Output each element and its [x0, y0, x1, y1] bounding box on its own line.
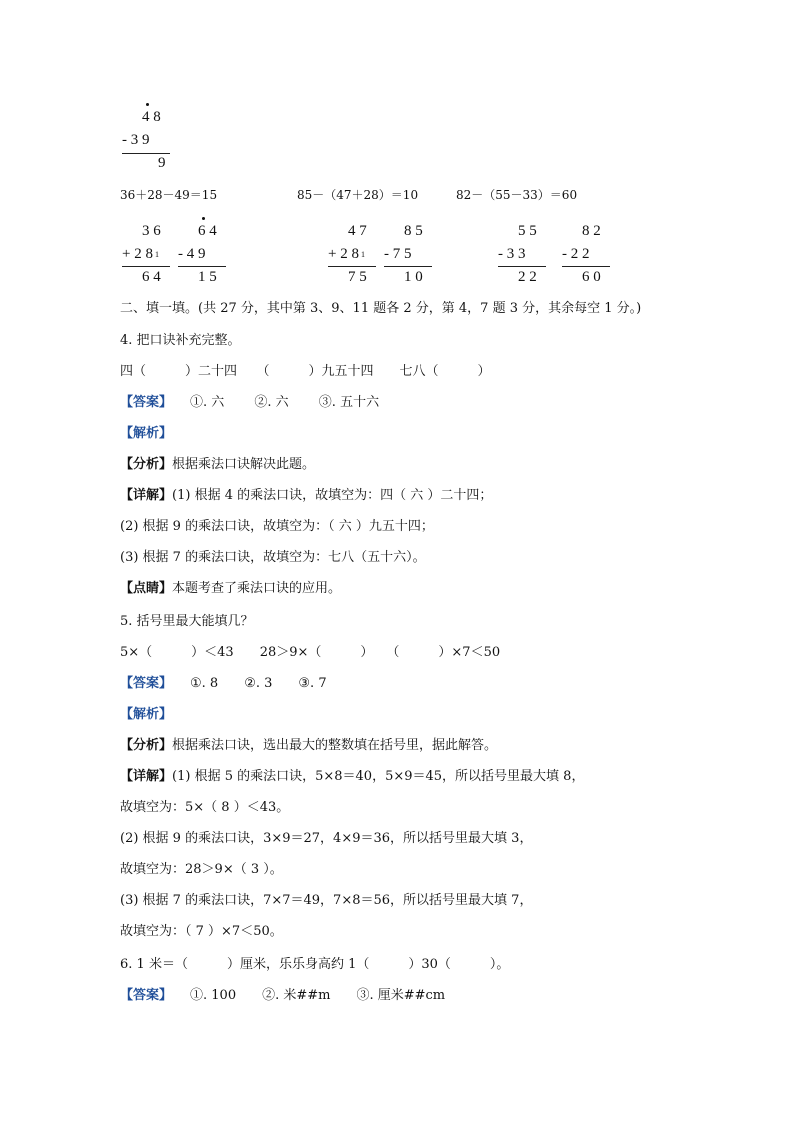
calc-row-1: 6 4: [198, 223, 217, 239]
calc-row-2: - 2 2: [562, 246, 590, 262]
q4-prompt: 四（ ）二十四 （ ）九五十四 七八（ ）: [120, 364, 491, 379]
q5-detail-3b: 故填空为：（ 7 ）×7＜50。: [120, 924, 283, 939]
calc-row-1: 4 8: [142, 109, 161, 125]
calc-row-1: 8 2: [582, 223, 601, 239]
vertical-calc-3: [328, 220, 367, 289]
calc-row-2: + 2 8: [328, 246, 359, 262]
calc-row-3: 6 0: [582, 269, 601, 285]
calc-row-3: 7 5: [348, 269, 367, 285]
calc-row-2: - 4 9: [178, 246, 206, 262]
q5-fenxi: [120, 736, 497, 756]
calc-row-1: 8 5: [404, 223, 423, 239]
q5-answer: [120, 674, 327, 694]
section-heading: 二、填一填。(共 27 分，其中第 3、9、11 题各 2 分，第 4，7 题 3 分，其余每空 1 分。): [120, 301, 642, 316]
q4-detail-3: (3) 根据 7 的乘法口诀，故填空为：七八（五十六）。: [120, 550, 426, 565]
calc-row-2: - 3 9: [122, 132, 150, 148]
detail-text: (1) 根据 4 的乘法口诀，故填空为：四（ 六 ）二十四；: [172, 488, 493, 503]
q4-dianjing: [120, 579, 341, 599]
answer-text: ①. 8 ②. 3 ③. 7: [190, 676, 327, 691]
vertical-calc-2: [178, 220, 217, 289]
calc-row-1: 4 7: [348, 223, 367, 239]
q5-detail-1b: 故填空为：5×（ 8 ）＜43。: [120, 800, 290, 815]
vertical-calc-1: [122, 220, 161, 289]
q5-detail-3: (3) 根据 7 的乘法口诀，7×7＝49，7×8＝56，所以括号里最大填 7，: [120, 893, 533, 908]
detail-text: (1) 根据 5 的乘法口诀，5×8＝40，5×9＝45，所以括号里最大填 8，: [172, 769, 585, 784]
q5-prompt: 5×（ ）＜43 28＞9×（ ） （ ）×7＜50: [120, 645, 501, 660]
q5-detail-2b: 故填空为：28＞9×（ 3 ）。: [120, 862, 283, 877]
q5-detail-1: [120, 767, 584, 787]
vertical-calc-4: [384, 220, 423, 289]
calc-row-3: 1 0: [404, 269, 423, 285]
q4-title: 4. 把口诀补充完整。: [120, 333, 241, 348]
calc-op: + 2 8: [122, 246, 153, 262]
dianjing-tag: 【点睛】: [120, 581, 173, 596]
calc-row-1: 5 5: [518, 223, 537, 239]
q6-answer: [120, 986, 445, 1006]
q5-title: 5. 括号里最大能填几？: [120, 614, 254, 629]
calc-row-3: 9: [158, 155, 166, 171]
dianjing-text: 本题考查了乘法口诀的应用。: [172, 581, 342, 596]
equation-2: 85－（47＋28）＝10: [297, 188, 419, 202]
equation-3: 82－（55－33）＝60: [456, 188, 578, 202]
fenxi-tag: 【分析】: [120, 457, 173, 472]
q4-answer: [120, 393, 379, 413]
vertical-calc-6: [562, 220, 601, 289]
calc-row-2: - 7 5: [384, 246, 412, 262]
calc-row-3: 6 4: [142, 269, 161, 285]
answer-tag: 【答案】: [120, 395, 173, 410]
fenxi-text: 根据乘法口诀，选出最大的整数填在括号里，据此解答。: [172, 738, 498, 753]
calc-row-3: 1 5: [198, 269, 217, 285]
fenxi-text: 根据乘法口诀解决此题。: [172, 457, 316, 472]
answer-tag: 【答案】: [120, 676, 173, 691]
q4-detail-1: [120, 486, 492, 506]
xiangjie-tag: 【详解】: [120, 488, 173, 503]
vertical-calc-top: [122, 106, 166, 175]
equation-1: 36＋28－49＝15: [120, 188, 218, 202]
answer-text: ①. 六 ②. 六 ③. 五十六: [190, 395, 380, 410]
q5-detail-2: (2) 根据 9 的乘法口诀，3×9＝27，4×9＝36，所以括号里最大填 3，: [120, 831, 533, 846]
answer-tag: 【答案】: [120, 988, 173, 1003]
q4-detail-2: (2) 根据 9 的乘法口诀，故填空为：（ 六 ）九五十四；: [120, 519, 434, 534]
fenxi-tag: 【分析】: [120, 738, 173, 753]
calc-row-1: 3 6: [142, 223, 161, 239]
xiangjie-tag: 【详解】: [120, 769, 173, 784]
carry-mark: 1: [361, 250, 365, 259]
vertical-calc-5: [498, 220, 537, 289]
q5-jiexi: 【解析】: [120, 707, 173, 722]
calc-row-2: - 3 3: [498, 246, 526, 262]
q4-jiexi: 【解析】: [120, 426, 173, 441]
q6-title: 6. 1 米＝（ ）厘米，乐乐身高约 1（ ）30（ ）。: [120, 957, 510, 972]
answer-text: ①. 100 ②. 米##m ③. 厘米##cm: [190, 988, 446, 1003]
q4-fenxi: [120, 455, 315, 475]
carry-mark: 1: [155, 250, 159, 259]
calc-row-3: 2 2: [518, 269, 537, 285]
